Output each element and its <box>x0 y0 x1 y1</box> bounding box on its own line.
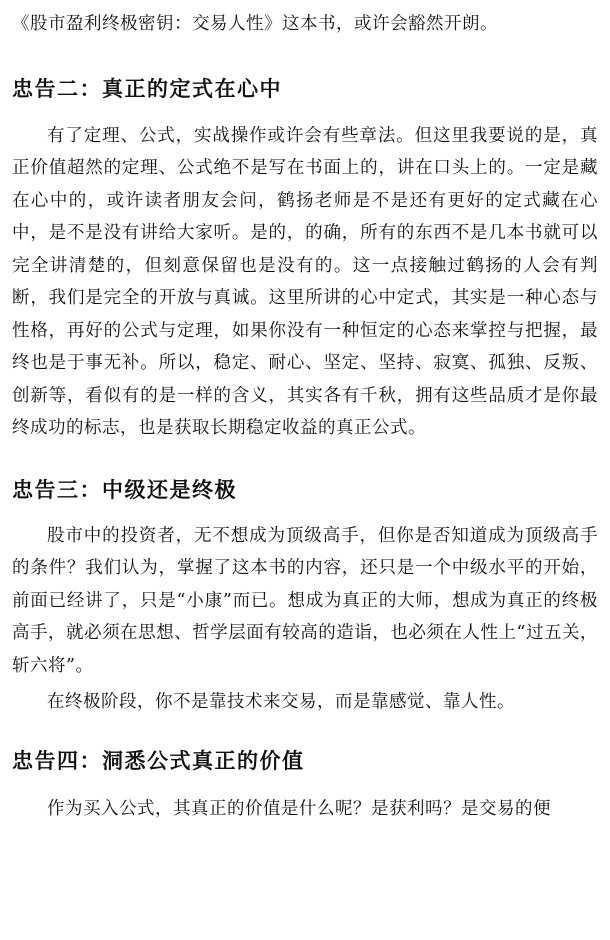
section-heading-advice-2: 忠告二：真正的定式在心中 <box>12 76 282 101</box>
section-paragraph: 作为买入公式，其真正的价值是什么呢？是获利吗？是交易的便 <box>47 798 551 819</box>
section-heading-advice-4: 忠告四：洞悉公式真正的价值 <box>12 748 305 773</box>
section-paragraph: 在终极阶段，你不是靠技术来交易，而是靠感觉、靠人性。 <box>47 692 515 712</box>
section-paragraph: 有了定理、公式，实战操作或许会有些章法。但这里我要说的是，真正价值超然的定理、公式绝不是写在书面上的，讲在口头上的。一定是藏在心中的，或许读者朋友会问，鹤扬老师是不是还有更好的定式藏在心中，是不是没有讲给大家听。是的，的确，所有的东西不是几本书就可以完全讲清楚的，但刻意保留也是没有的。这一点接触过鹤扬的人会有判断，我们是完全的开放与真诚。这里所讲的心中定式，其实是一种心态与性格，再好的公式与定理，如果你没有一种恒定的心态来掌控与把握，最终也是于事无补。所以，稳定、耐心、坚定、坚持、寂寞、孤独、反叛、创新等，看似有的是一样的含义，其实各有千秋，拥有这些品质才是你最终成功的标志，也是获取长期稳定收益的真正公式。 <box>12 125 598 438</box>
section-heading-advice-3: 忠告三：中级还是终极 <box>12 477 237 502</box>
intro-paragraph: 《股市盈利终极密钥：交易人性》这本书，或许会豁然开朗。 <box>12 14 498 34</box>
section-paragraph: 股市中的投资者，无不想成为顶级高手，但你是否知道成为顶级高手的条件？我们认为，掌握了这本书的内容，还只是一个中级水平的开始，前面已经讲了，只是“小康”而已。想成为真正的大师，想成为真正的终极高手，就必须在思想、哲学层面有较高的造诣，也必须在人性上“过五关，斩六将”。 <box>12 525 598 676</box>
